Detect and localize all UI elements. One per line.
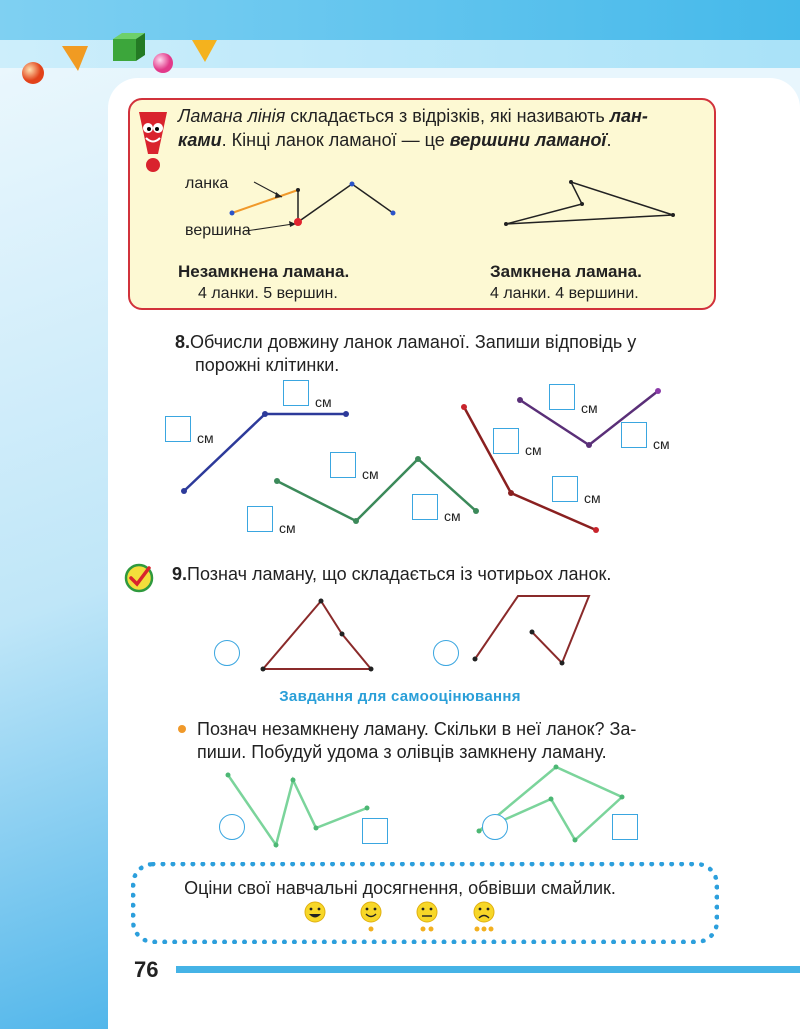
self-check-heading: Завдання для самооцінювання [279,688,521,705]
smiley-smile-icon[interactable] [361,902,381,932]
task-8-number: 8. [175,332,191,352]
closed-polyline-title: Замкнена ламана. [490,262,642,281]
unit-label: см [197,430,214,446]
task-8-line2: порожні клітинки. [195,355,340,375]
page-number: 76 [134,957,159,982]
unit-label: см [362,466,379,482]
smiley-sad-icon[interactable] [474,902,494,932]
rule-text-1: складається з відрізків, які називають [285,106,610,126]
term-vertices: вершини ламаної [449,130,607,150]
self-check-line1: Познач незамкнену ламану. Скільки в неї ланок? За- [197,719,637,739]
self-check-line2: пиши. Побудуй удома з олівців замкнену ламану. [197,742,607,762]
term-polyline: Ламана лінія [178,106,286,126]
label-vertex: вершина [185,222,251,239]
open-polyline-desc: 4 ланки. 5 вершин. [198,285,338,302]
unit-label: см [525,442,542,458]
task-9-number: 9. [172,564,188,584]
closed-polyline-desc: 4 ланки. 4 вершини. [490,285,639,302]
task-8-line1: Обчисли довжину ланок ламаної. Запиши відповідь у [190,332,637,352]
rule-text-3: . [606,130,612,150]
term-links-a: лан- [609,106,648,126]
label-link: ланка [185,175,229,192]
unit-label: см [653,436,670,452]
unit-label: см [444,508,461,524]
rule-text-2: . Кінці ланок ламаної — це [221,130,450,150]
unit-label: см [315,394,332,410]
unit-label: см [581,400,598,416]
unit-label: см [279,520,296,536]
smiley-neutral-icon[interactable] [417,902,437,932]
evaluation-text: Оціни свої навчальні досягнення, обвівши смайлик. [184,878,616,898]
term-links-b: ками [178,130,222,150]
smiley-happy-icon[interactable] [305,902,325,922]
unit-label: см [584,490,601,506]
open-polyline-title: Незамкнена ламана. [178,262,350,281]
footer-rule [176,966,800,973]
task-9-text: Познач ламану, що складається із чотирьох ланок. [187,564,612,584]
